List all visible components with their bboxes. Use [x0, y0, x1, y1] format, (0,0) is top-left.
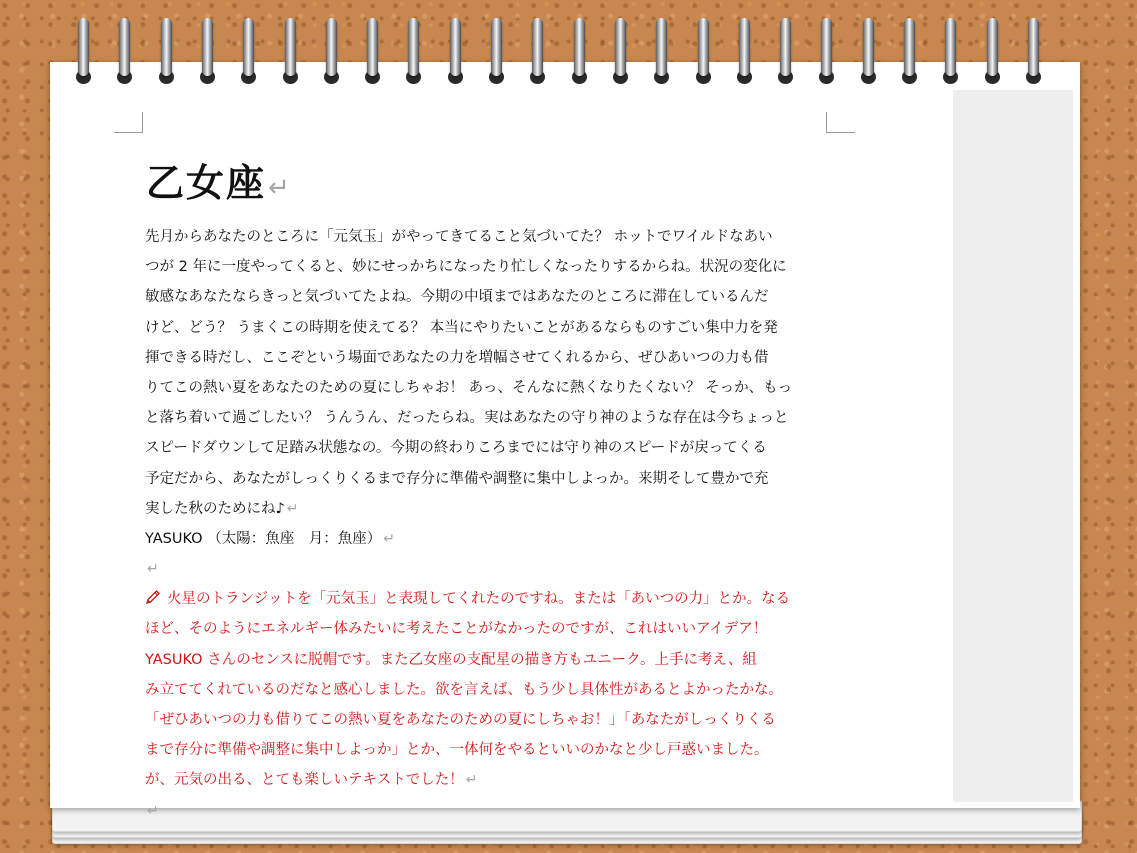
binding-ring: [408, 18, 419, 80]
binding-ring: [326, 18, 337, 80]
binding-wire: [698, 18, 709, 76]
binding-ring: [987, 18, 998, 80]
binding-ring: [739, 18, 750, 80]
binding-ring: [821, 18, 832, 80]
comment-line: 「ぜひあいつの力も借りてこの熱い夏をあなたのための夏にしちゃお！」「あなたがしっくりくる: [145, 712, 776, 728]
binding-wire: [243, 18, 254, 76]
crop-mark-right: [826, 112, 855, 133]
comment-line: が、元気の出る、とても楽しいテキストでした！ ↵: [145, 772, 478, 789]
binding-ring: [367, 18, 378, 80]
empty-paragraph: [145, 554, 835, 584]
spiral-binding: [0, 0, 1137, 100]
paragraph-mark: ↵: [147, 561, 159, 578]
binding-wire: [285, 18, 296, 76]
binding-wire: [574, 18, 585, 76]
binding-ring: [491, 18, 502, 80]
comment-line: YASUKO さんのセンスに脱帽です。また乙女座の支配星の描き方もユニーク。上手に考え、組: [145, 651, 757, 668]
binding-wire: [656, 18, 667, 76]
binding-wire: [119, 18, 130, 76]
body-line: りてこの熱い夏をあなたのための夏にしちゃお！ あっ、そんなに熱くなりたくない？ そっか、もっ: [145, 379, 793, 396]
binding-ring: [863, 18, 874, 80]
binding-wire: [450, 18, 461, 76]
paragraph-mark: ↵: [465, 772, 478, 789]
comment-line: 火星のトランジットを「元気玉」と表現してくれたのですね。または「あいつの力」とか。なる: [145, 584, 835, 614]
title-text: 乙女座: [146, 161, 267, 205]
binding-wire: [202, 18, 213, 76]
empty-paragraph: [145, 796, 835, 826]
binding-wire: [780, 18, 791, 76]
body-line: 先月からあなたのところに「元気玉」がやってきてること気づいてた？ ホットでワイルドなあい: [145, 229, 773, 245]
comment-line: み立ててくれているのだなと感心しました。欲を言えば、もう少し具体性があるとよかったかな。: [145, 681, 783, 698]
body-line: けど、どう？ うまくこの時期を使えてる？ 本当にやりたいことがあるならものすごい集中力を発: [145, 319, 778, 336]
paragraph-mark: ↵: [383, 530, 395, 547]
binding-ring: [202, 18, 213, 80]
paragraph-mark: ↵: [147, 802, 159, 819]
body-line: 予定だから、あなたがしっくりくるまで存分に準備や調整に集中しよっか。来期そして豊かで充: [145, 470, 769, 487]
binding-wire: [78, 18, 89, 76]
body-line: と落ち着いて過ごしたい？ うんうん、だったらね。実はあなたの守り神のような存在は今ちょっと: [145, 410, 789, 427]
binding-wire: [945, 18, 956, 76]
binding-ring: [450, 18, 461, 80]
binding-ring: [161, 18, 172, 80]
pencil-icon: [145, 586, 161, 602]
body-line: スピードダウンして足踏み状態なの。今期の終わりころまでには守り神のスピードが戻ってくる: [145, 440, 767, 457]
comment-line: まで存分に準備や調整に集中しよっか」とか、一体何をやるといいのかなと少し戸惑いました。: [145, 742, 769, 759]
binding-wire: [615, 18, 626, 76]
body-line: 敏感なあなたならきっと気づいてたよね。今期の中頃まではあなたのところに滞在しているんだ: [145, 289, 769, 306]
binding-wire: [367, 18, 378, 76]
paragraph-mark: ↵: [286, 500, 299, 517]
document-body: [145, 222, 835, 826]
body-line: 実した秋のためにね♪ ↵: [145, 500, 299, 517]
binding-ring: [119, 18, 130, 80]
document-title: [146, 152, 292, 205]
binding-ring: [78, 18, 89, 80]
binding-wire: [987, 18, 998, 76]
document-gray-margin: [953, 90, 1073, 802]
binding-ring: [285, 18, 296, 80]
binding-wire: [532, 18, 543, 76]
binding-ring: [243, 18, 254, 80]
comment-line: ほど、そのようにエネルギー体みたいに考えたことがなかったのですが、これはいいアイデア！: [145, 621, 768, 638]
binding-ring: [945, 18, 956, 80]
paragraph-mark: ↵: [268, 173, 292, 203]
binding-ring: [574, 18, 585, 80]
binding-ring: [698, 18, 709, 80]
body-line: つが 2 年に一度やってくると、妙にせっかちになったり忙しくなったりするからね。状況の変化に: [145, 259, 787, 276]
binding-wire: [161, 18, 172, 76]
crop-mark-left: [114, 112, 143, 133]
binding-wire: [491, 18, 502, 76]
binding-wire: [863, 18, 874, 76]
binding-wire: [1028, 18, 1039, 76]
binding-ring: [1028, 18, 1039, 80]
binding-wire: [326, 18, 337, 76]
binding-wire: [408, 18, 419, 76]
binding-wire: [904, 18, 915, 76]
body-line: 揮できる時だし、ここぞという場面であなたの力を増幅させてくれるから、ぜひあいつの力も借: [145, 349, 769, 366]
binding-ring: [615, 18, 626, 80]
binding-ring: [656, 18, 667, 80]
binding-ring: [780, 18, 791, 80]
binding-wire: [821, 18, 832, 76]
binding-ring: [904, 18, 915, 80]
author-line: YASUKO （太陽：魚座 月：魚座） ↵: [145, 530, 395, 547]
binding-wire: [739, 18, 750, 76]
binding-ring: [532, 18, 543, 80]
